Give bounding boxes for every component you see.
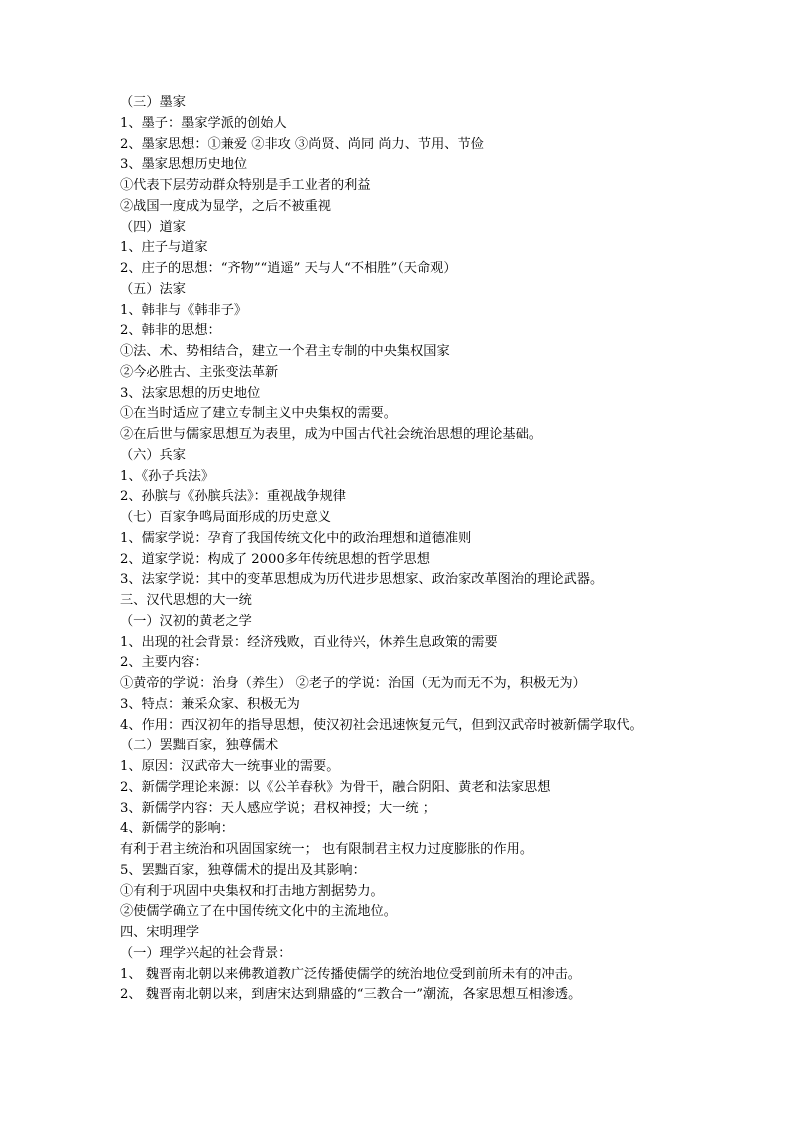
text-line: 1、 魏晋南北朝以来佛教道教广泛传播使儒学的统治地位受到前所未有的冲击。 — [120, 966, 581, 982]
text-line: ②今必胜古、主张变法革新 — [120, 364, 279, 380]
text-line: 3、特点：兼采众家、积极无为 — [120, 696, 300, 712]
text-line: （六）兵家 — [120, 447, 186, 463]
text-line: （三）墨家 — [120, 95, 186, 110]
text-line: ①有利于巩固中央集权和打击地方割据势力。 — [120, 883, 384, 899]
text-line: ②战国一度成为显学，之后不被重视 — [120, 198, 331, 214]
text-line: 1、原因：汉武帝大一统事业的需要。 — [120, 759, 340, 774]
text-line: （二）罢黜百家，独尊儒术 — [120, 738, 279, 754]
text-line: 1、《孙子兵法》 — [120, 468, 215, 484]
text-line: 3、墨家思想历史地位 — [120, 157, 248, 173]
text-line: 4、作用：西汉初年的指导思想，使汉初社会迅速恢复元气，但到汉武帝时被新儒学取代。 — [120, 717, 643, 733]
text-line: （五）法家 — [120, 281, 186, 297]
text-line: 2、主要内容： — [120, 655, 208, 671]
text-line: 2、道家学说：构成了 2000多年传统思想的哲学思想 — [120, 551, 430, 567]
document-body — [120, 93, 760, 1006]
text-line: （一）汉初的黄老之学 — [120, 613, 252, 629]
text-line: ①法、术、势相结合，建立一个君主专制的中央集权国家 — [120, 344, 450, 359]
text-line: 2、 魏晋南北朝以来，到唐宋达到鼎盛的“三教合一”潮流，各家思想互相渗透。 — [120, 987, 582, 1003]
text-line: （一）理学兴起的社会背景： — [120, 945, 292, 961]
text-line: 四、宋明理学 — [120, 925, 200, 940]
text-line: 1、韩非与《韩非子》 — [120, 302, 248, 318]
text-line: ①在当时适应了建立专制主义中央集权的需要。 — [120, 406, 397, 422]
text-line: 1、出现的社会背景：经济残败，百业待兴，休养生息政策的需要 — [120, 634, 498, 650]
text-line: 1、庄子与道家 — [120, 240, 208, 256]
text-line: 2、新儒学理论来源：以《公羊春秋》为骨干，融合阴阳、黄老和法家思想 — [120, 779, 551, 795]
text-line: ②在后世与儒家思想互为表里，成为中国古代社会统治思想的理论基础。 — [120, 427, 542, 442]
text-line: ②使儒学确立了在中国传统文化中的主流地位。 — [120, 904, 397, 920]
text-line: 3、法家思想的历史地位 — [120, 385, 261, 401]
text-line: 2、墨家思想：①兼爱 ②非攻 ③尚贤、尚同 尚力、节用、节俭 — [120, 136, 484, 152]
text-line: 3、新儒学内容：天人感应学说；君权神授；大一统 ； — [120, 800, 436, 816]
text-line: 5、罢黜百家，独尊儒术的提出及其影响： — [120, 862, 366, 878]
text-line: ①黄帝的学说：治身（养生） ②老子的学说：治国（无为而无不为，积极无为） — [120, 676, 586, 691]
text-line: 4、新儒学的影响： — [120, 821, 234, 837]
text-line: 2、庄子的思想：“齐物”“逍遥” 天与人“不相胜”（天命观） — [120, 261, 457, 276]
text-line: 3、法家学说：其中的变革思想成为历代进步思想家、政治家改革图治的理论武器。 — [120, 572, 604, 588]
text-line: 1、儒家学说：孕育了我国传统文化中的政治理想和道德准则 — [120, 530, 472, 546]
text-line: 1、墨子：墨家学派的创始人 — [120, 115, 287, 131]
text-line: ①代表下层劳动群众特别是手工业者的利益 — [120, 178, 371, 193]
text-line: 有利于君主统治和巩固国家统一； 也有限制君主权力过度膨胀的作用。 — [120, 842, 534, 857]
text-line: 三、汉代思想的大一统 — [120, 593, 252, 608]
text-line: （四）道家 — [120, 219, 186, 235]
text-line: 2、韩非的思想： — [120, 323, 221, 339]
text-line: （七）百家争鸣局面形成的历史意义 — [120, 510, 331, 525]
text-line: 2、孙膑与《孙膑兵法》：重视战争规律 — [120, 489, 346, 505]
